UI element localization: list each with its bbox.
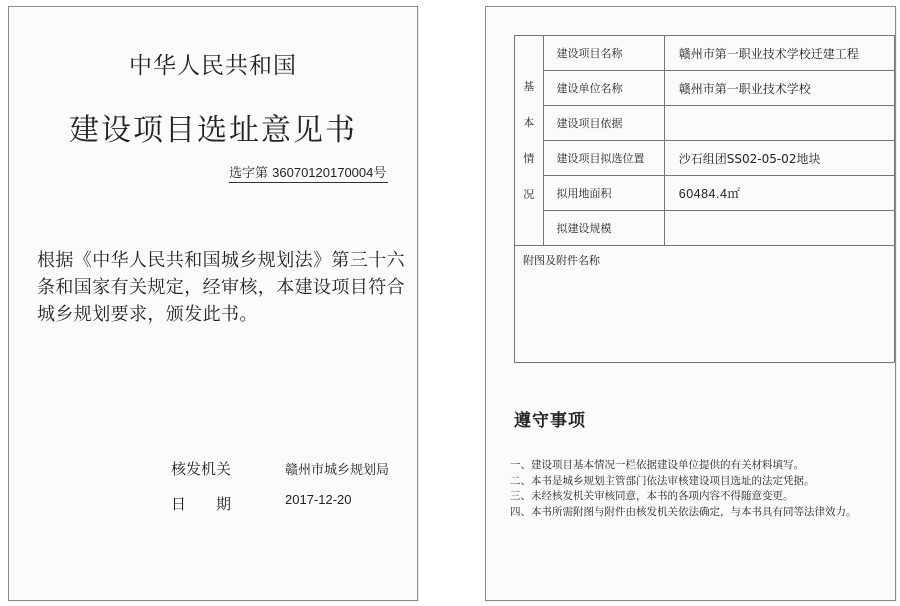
table-row xyxy=(515,176,895,211)
notice-item: 三、未经核发机关审核同意，本书的各项内容不得随意变更。 xyxy=(510,490,794,502)
certificate-back-page xyxy=(485,6,896,601)
notice-item: 二、本书是城乡规划主管部门依法审核建设项目选址的法定凭据。 xyxy=(510,474,815,487)
table-row xyxy=(515,211,895,246)
certificate-front-page xyxy=(8,6,418,601)
notice-title: 遵守事项 xyxy=(514,411,586,431)
proposed-location-value: 沙石组团SS02-05-02地块 xyxy=(664,141,894,176)
date-label: 日 期 xyxy=(171,495,232,513)
serial-suffix: 号 xyxy=(373,166,387,181)
attachments-cell xyxy=(515,246,895,363)
country-name: 中华人民共和国 xyxy=(129,53,297,79)
table-row xyxy=(515,36,895,71)
notice-item: 一、建设项目基本情况一栏依据建设单位提供的有关材料填写。 xyxy=(510,459,804,471)
document-title: 建设项目选址意见书 xyxy=(69,113,357,148)
project-basis-value xyxy=(664,106,894,141)
date-value: 2017-12-20 xyxy=(285,492,352,507)
notice-list xyxy=(510,458,880,520)
unit-name-value: 赣州市第一职业技术学校 xyxy=(664,71,894,106)
basic-info-side-label: 基 本 情 况 xyxy=(515,36,544,246)
issuer-value: 赣州市城乡规划局 xyxy=(285,462,390,477)
attachments-label: 附图及附件名称 xyxy=(523,254,600,267)
construction-scale-label: 拟建设规模 xyxy=(543,211,664,246)
serial-number-line xyxy=(229,162,388,183)
table-row xyxy=(515,246,895,363)
serial-prefix: 选字第 xyxy=(229,166,269,181)
unit-name-label: 建设单位名称 xyxy=(543,71,664,106)
table-row xyxy=(515,71,895,106)
project-name-value: 赣州市第一职业技术学校迁建工程 xyxy=(664,36,894,71)
table-row xyxy=(515,106,895,141)
project-name-label: 建设项目名称 xyxy=(543,36,664,71)
proposed-location-label: 建设项目拟选位置 xyxy=(543,141,664,176)
table-row xyxy=(515,141,895,176)
project-basis-label: 建设项目依据 xyxy=(543,106,664,141)
land-area-label: 拟用地面积 xyxy=(543,176,664,211)
issuer-label: 核发机关 xyxy=(171,460,232,478)
basic-info-table xyxy=(514,35,895,363)
certification-statement: 根据《中华人民共和国城乡规划法》第三十六条和国家有关规定，经审核，本建设项目符合城乡规划要求，颁发此书。 xyxy=(37,250,405,325)
serial-number: 36070120170004 xyxy=(272,165,374,180)
notice-item: 四、本书所需附图与附件由核发机关依法确定，与本书具有同等法律效力。 xyxy=(510,505,857,518)
land-area-value: 60484.4㎡ xyxy=(664,176,894,211)
construction-scale-value xyxy=(664,211,894,246)
